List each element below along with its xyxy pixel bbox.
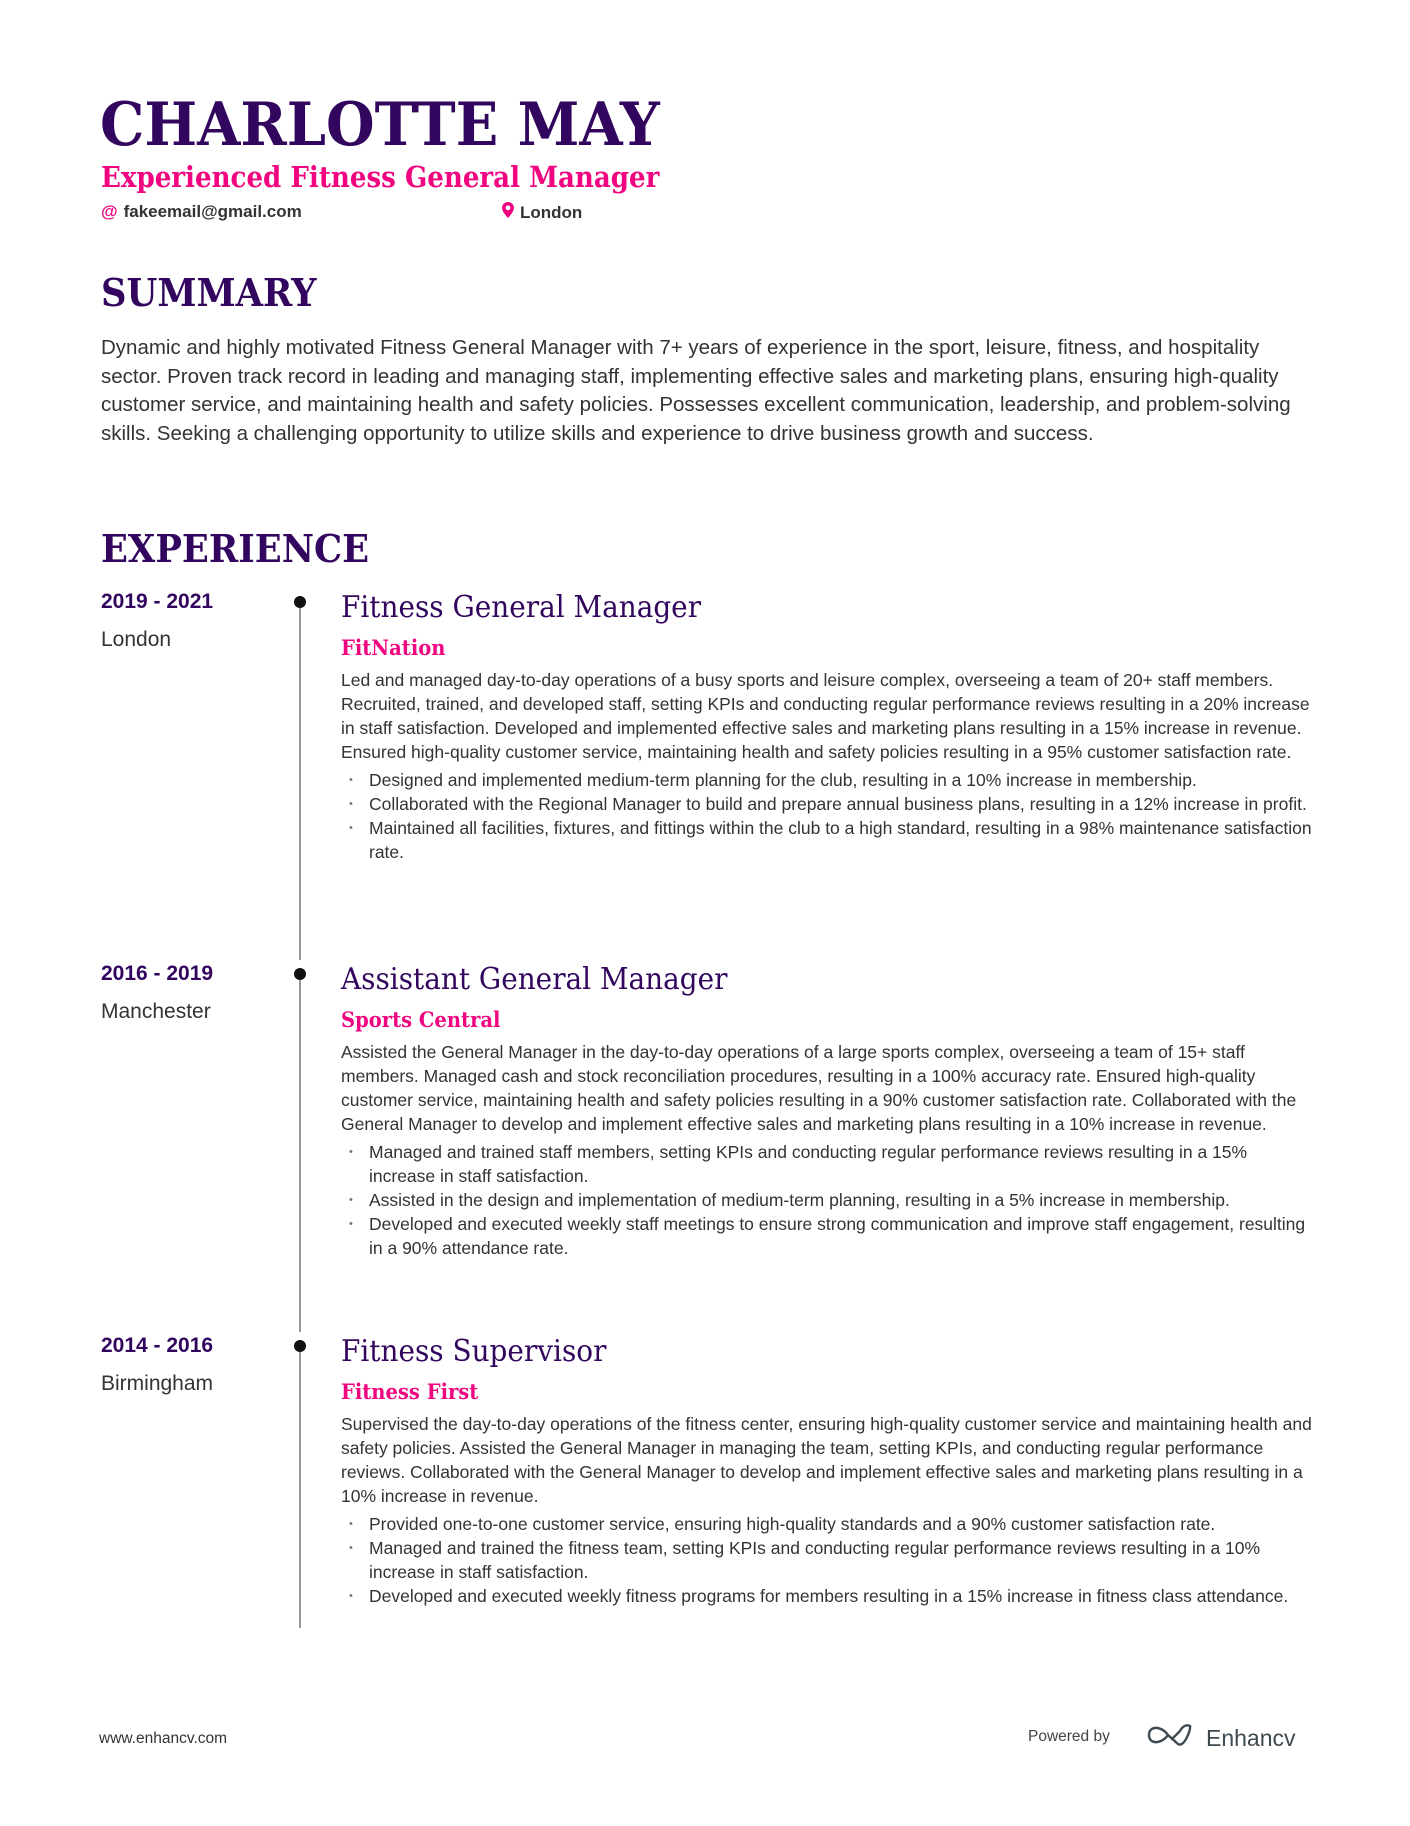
bullet-item: • Provided one-to-one customer service, ensuring high-quality standards and a 90% customer satisfaction rate. (341, 1512, 1316, 1536)
bullet-item: • Developed and executed weekly staff meetings to ensure strong communication and improve staff engagement, resulting in a 90% attendance rate. (341, 1212, 1316, 1260)
timeline-line (299, 608, 301, 960)
job-bullets (341, 768, 1316, 864)
job-company: FitNation (341, 635, 446, 660)
job-role: Fitness General Manager (341, 590, 702, 625)
job-location: London (101, 628, 172, 651)
bullet-item: • Collaborated with the Regional Manager to build and prepare annual business plans, resulting in a 12% increase in profit. (341, 792, 1316, 816)
experience-heading: EXPERIENCE (101, 526, 370, 571)
job-bullets (341, 1140, 1316, 1260)
timeline-line (299, 1352, 301, 1628)
timeline-dot (294, 1340, 306, 1352)
bullet-item: • Maintained all facilities, fixtures, and fittings within the club to a high standard, resulting in a 98% maintenance satisfaction rate. (341, 816, 1316, 864)
timeline-dot (294, 596, 306, 608)
bullet-item: • Managed and trained the fitness team, setting KPIs and conducting regular performance reviews resulting in a 10% increase in staff satisfaction. (341, 1536, 1316, 1584)
bullet-item: • Assisted in the design and implementation of medium-term planning, resulting in a 5% increase in membership. (341, 1188, 1316, 1212)
location-text: London (520, 202, 583, 222)
email-text: fakeemail@gmail.com (123, 202, 302, 221)
job-bullets (341, 1512, 1316, 1608)
candidate-name: CHARLOTTE MAY (100, 90, 660, 160)
job-description: Led and managed day-to-day operations of a busy sports and leisure complex, overseeing a team of 20+ staff members. Recruited, trained, and developed staff, setting KPIs and conducting regular performance reviews resulting in a 20% increase in staff satisfaction. Developed and implemented effective sales and marketing plans resulting in a 15% increase in revenue. Ensured high-quality customer service, maintaining health and safety policies resulting in a 95% customer satisfaction rate. (341, 670, 1310, 762)
location-pin-icon (502, 202, 514, 223)
job-location: Birmingham (101, 1372, 214, 1395)
job-dates: 2014 - 2016 (101, 1334, 214, 1357)
job-description: Assisted the General Manager in the day-to-day operations of a large sports complex, overseeing a team of 15+ staff members. Managed cash and stock reconciliation procedures, resulting in a 100% accuracy rate. Ensured high-quality customer service, maintaining health and safety policies resulting in a 90% customer satisfaction rate. Collaborated with the General Manager to develop and implement effective sales and marketing plans resulting in a 10% increase in revenue. (341, 1042, 1297, 1134)
bullet-item: • Developed and executed weekly fitness programs for members resulting in a 15% increase in fitness class attendance. (341, 1584, 1316, 1608)
job-company: Fitness First (341, 1379, 479, 1404)
enhancv-logo-icon (1146, 1722, 1194, 1754)
job-dates: 2016 - 2019 (101, 962, 214, 985)
job-role: Assistant General Manager (341, 962, 728, 997)
job-role: Fitness Supervisor (341, 1334, 607, 1369)
summary-heading: SUMMARY (101, 270, 317, 315)
bullet-item: • Managed and trained staff members, setting KPIs and conducting regular performance reviews resulting in a 15% increase in staff satisfaction. (341, 1140, 1316, 1188)
enhancv-brand-text: Enhancv (1206, 1724, 1296, 1751)
candidate-title: Experienced Fitness General Manager (101, 160, 660, 194)
timeline-dot (294, 968, 306, 980)
enhancv-logo[interactable] (1146, 1722, 1296, 1754)
footer-url-link[interactable]: www.enhancv.com (99, 1730, 228, 1747)
location-contact (502, 202, 582, 223)
powered-by-text: Powered by (1028, 1728, 1110, 1745)
job-dates: 2019 - 2021 (101, 590, 214, 613)
job-description: Supervised the day-to-day operations of the fitness center, ensuring high-quality customer service and maintaining health and safety policies. Assisted the General Manager in managing the team, setting KPIs, and conducting regular performance reviews. Collaborated with the General Manager to develop and implement effective sales and marketing plans resulting in a 10% increase in revenue. (341, 1414, 1312, 1506)
at-icon: @ (101, 202, 118, 221)
job-company: Sports Central (341, 1007, 501, 1032)
job-location: Manchester (101, 1000, 211, 1023)
timeline-line (299, 980, 301, 1332)
bullet-item: • Designed and implemented medium-term planning for the club, resulting in a 10% increase in membership. (341, 768, 1316, 792)
summary-text: Dynamic and highly motivated Fitness General Manager with 7+ years of experience in the sport, leisure, fitness, and hospitality sector. Proven track record in leading and managing staff, implementing effective sales and marketing plans, ensuring high-quality customer service, and maintaining health and safety policies. Possesses excellent communication, leadership, and problem-solving skills. Seeking a challenging opportunity to utilize skills and experience to drive business growth and success. (101, 336, 1291, 445)
email-contact (101, 202, 302, 222)
